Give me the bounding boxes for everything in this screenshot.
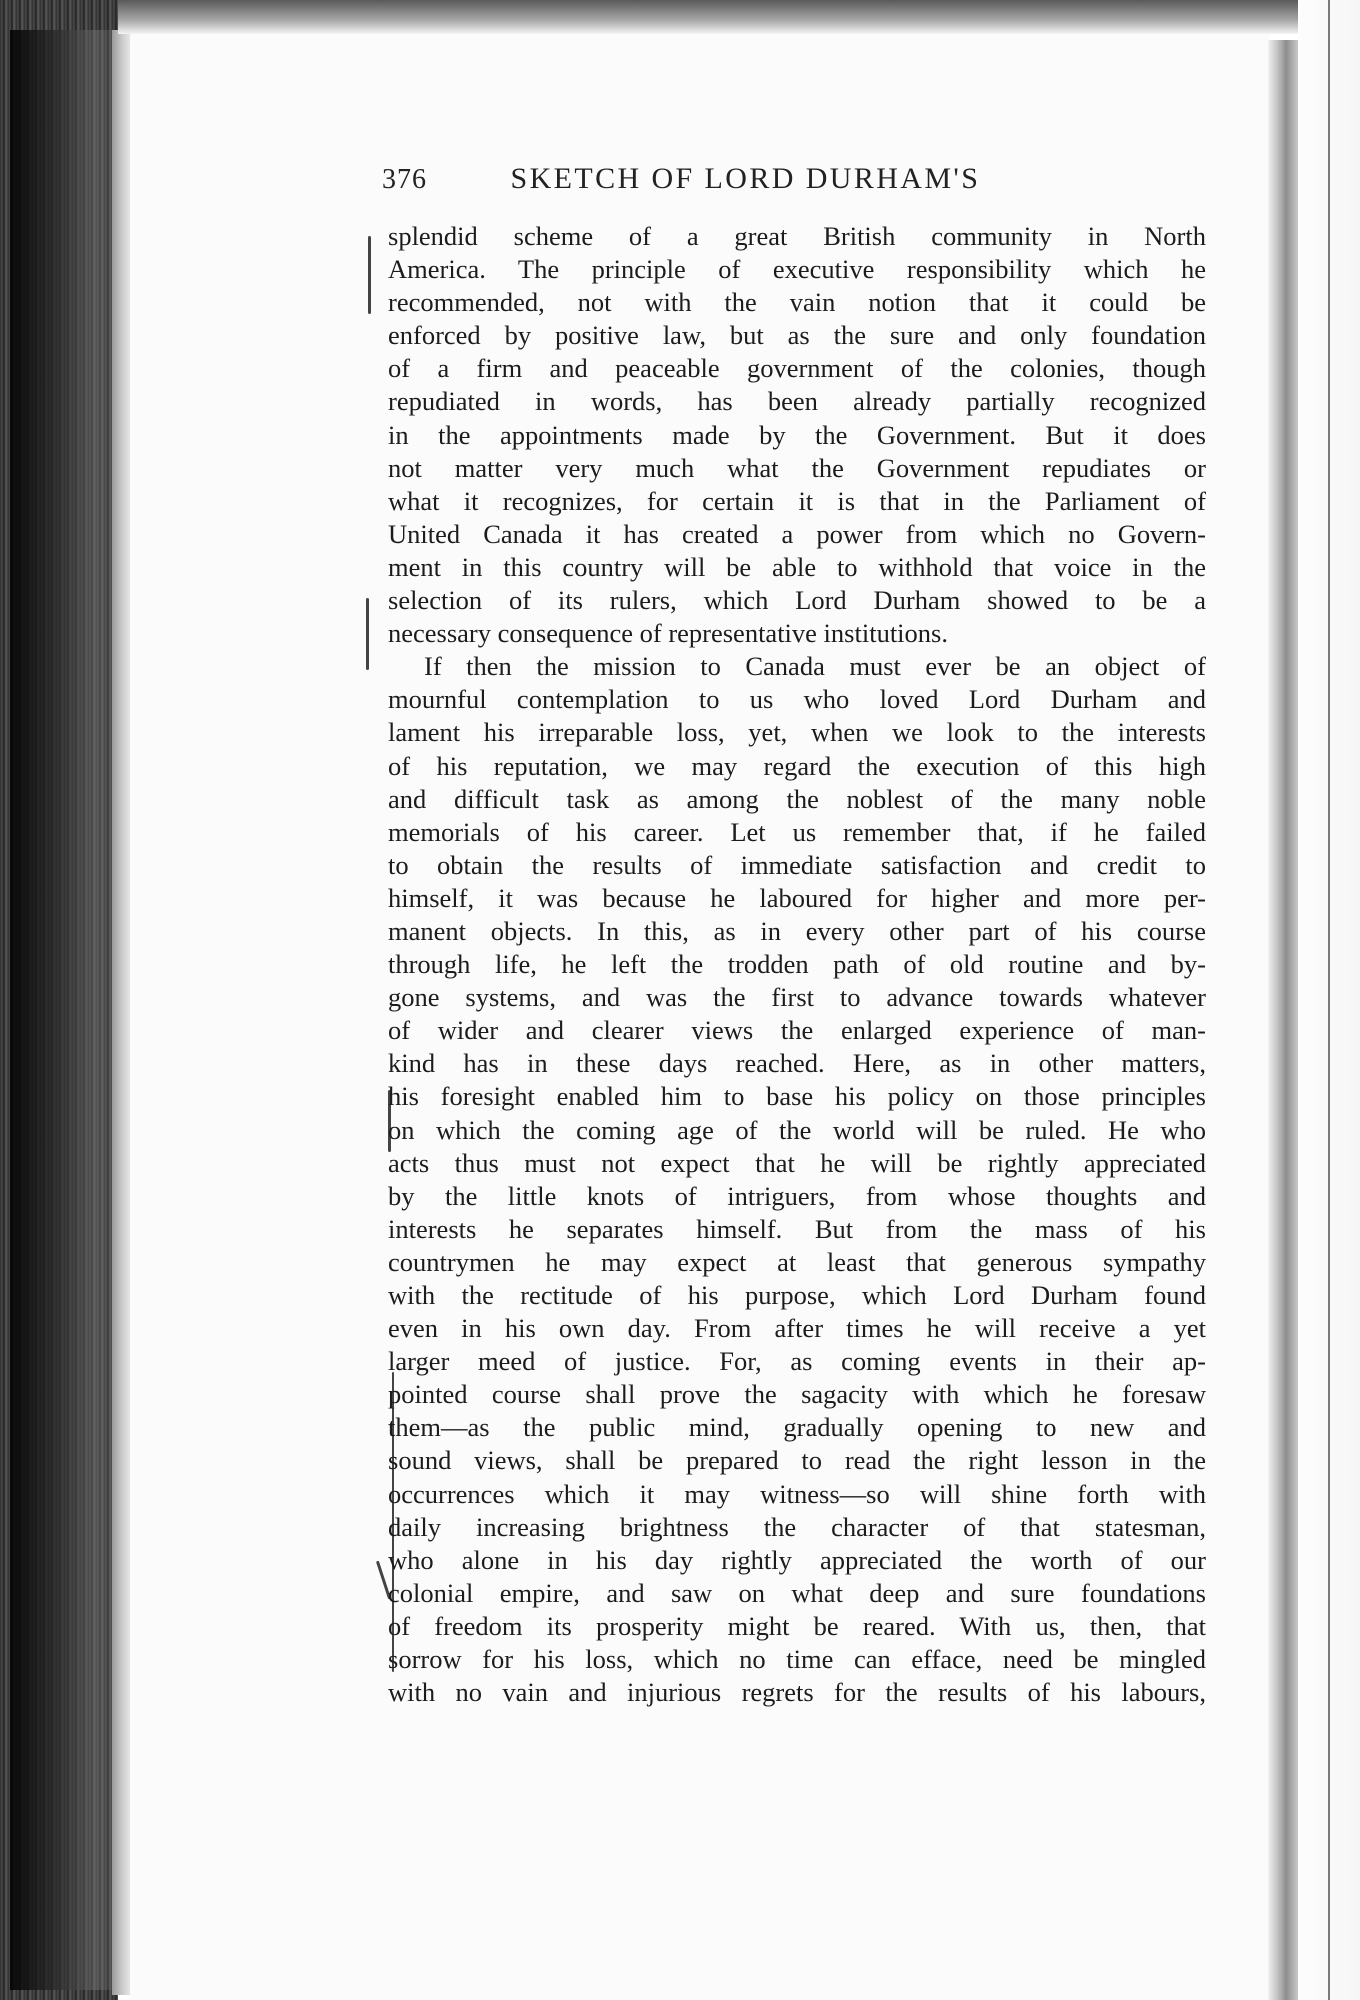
text-line: recommended, not with the vain notion that it could be — [388, 287, 1206, 318]
text-line: of wider and clearer views the enlarged experience of man- — [388, 1015, 1206, 1046]
text-line: to obtain the results of immediate satisfaction and credit to — [388, 849, 1206, 880]
text-line: acts thus must not expect that he will be rightly appreciated — [388, 1147, 1206, 1178]
running-head — [382, 162, 1222, 196]
text-line: of his reputation, we may regard the execution of this high — [388, 750, 1206, 781]
text-line: daily increasing brightness the character of that statesman, — [388, 1511, 1206, 1542]
text-line: colonial empire, and saw on what deep and sure foundations — [388, 1577, 1206, 1608]
running-head-title: SKETCH OF LORD DURHAM'S — [510, 162, 981, 195]
text-line: on which the coming age of the world will be ruled. He who — [388, 1114, 1206, 1145]
spine-shadow — [10, 30, 125, 1990]
text-line: splendid scheme of a great British community in North — [388, 221, 1206, 251]
text-line: memorials of his career. Let us remember that, if he failed — [388, 816, 1206, 847]
text-line: not matter very much what the Government repudiates or — [388, 452, 1206, 483]
text-line: mournful contemplation to us who loved Lord Durham and — [388, 684, 1206, 715]
page-number: 376 — [382, 164, 427, 195]
text-line: gone systems, and was the first to advance towards whatever — [388, 982, 1206, 1013]
text-line: pointed course shall prove the sagacity with which he foresaw — [388, 1379, 1206, 1410]
text-line: them—as the public mind, gradually opening to new and — [388, 1412, 1206, 1443]
text-line: If then the mission to Canada must ever be an object of — [424, 651, 1206, 682]
right-page-fold — [1268, 40, 1298, 2000]
text-line: even in his own day. From after times he will receive a yet — [388, 1313, 1206, 1344]
text-line: America. The principle of executive responsibility which he — [388, 254, 1206, 285]
margin-mark — [366, 598, 369, 670]
text-line: with the rectitude of his purpose, which Lord Durham found — [388, 1280, 1206, 1310]
text-line: in the appointments made by the Government. But it does — [388, 419, 1206, 450]
text-line: enforced by positive law, but as the sure and only foundation — [388, 320, 1206, 351]
top-edge-shadow — [118, 0, 1360, 34]
text-line: lament his irreparable loss, yet, when we look to the interests — [388, 717, 1206, 748]
text-line: United Canada it has created a power from which no Govern- — [388, 518, 1206, 549]
text-line: with no vain and injurious regrets for the results of his labours, — [388, 1677, 1206, 1708]
text-line: necessary consequence of representative institutions. — [388, 618, 948, 649]
text-line: of freedom its prosperity might be reared. With us, then, that — [388, 1610, 1206, 1641]
text-line: of a firm and peaceable government of the colonies, though — [388, 353, 1206, 384]
text-line: repudiated in words, has been already partially recognized — [388, 386, 1206, 417]
text-line: by the little knots of intriguers, from whose thoughts and — [388, 1180, 1206, 1211]
body-text — [388, 220, 1206, 1709]
text-line: ment in this country will be able to withhold that voice in the — [388, 551, 1206, 582]
text-line: selection of its rulers, which Lord Durham showed to be a — [388, 585, 1206, 616]
text-line: larger meed of justice. For, as coming events in their ap- — [388, 1346, 1206, 1377]
text-line: sorrow for his loss, which no time can efface, need be mingled — [388, 1644, 1206, 1675]
text-line: his foresight enabled him to base his policy on those principles — [388, 1081, 1206, 1112]
text-line: who alone in his day rightly appreciated the worth of our — [388, 1544, 1206, 1575]
text-line: himself, it was because he laboured for higher and more per- — [388, 882, 1206, 913]
margin-mark — [368, 236, 371, 314]
text-line: manent objects. In this, as in every other part of his course — [388, 915, 1206, 946]
text-line: interests he separates himself. But from the mass of his — [388, 1213, 1206, 1244]
text-line: and difficult task as among the noblest of the many noble — [388, 783, 1206, 814]
text-line: sound views, shall be prepared to read the right lesson in the — [388, 1445, 1206, 1476]
text-line: kind has in these days reached. Here, as in other matters, — [388, 1048, 1206, 1079]
text-line: occurrences which it may witness—so will shine forth with — [388, 1478, 1206, 1509]
text-line: what it recognizes, for certain it is that in the Parliament of — [388, 485, 1206, 516]
text-line: through life, he left the trodden path of old routine and by- — [388, 949, 1206, 980]
next-page-border-line — [1328, 0, 1330, 2000]
text-line: countrymen he may expect at least that generous sympathy — [388, 1246, 1206, 1277]
